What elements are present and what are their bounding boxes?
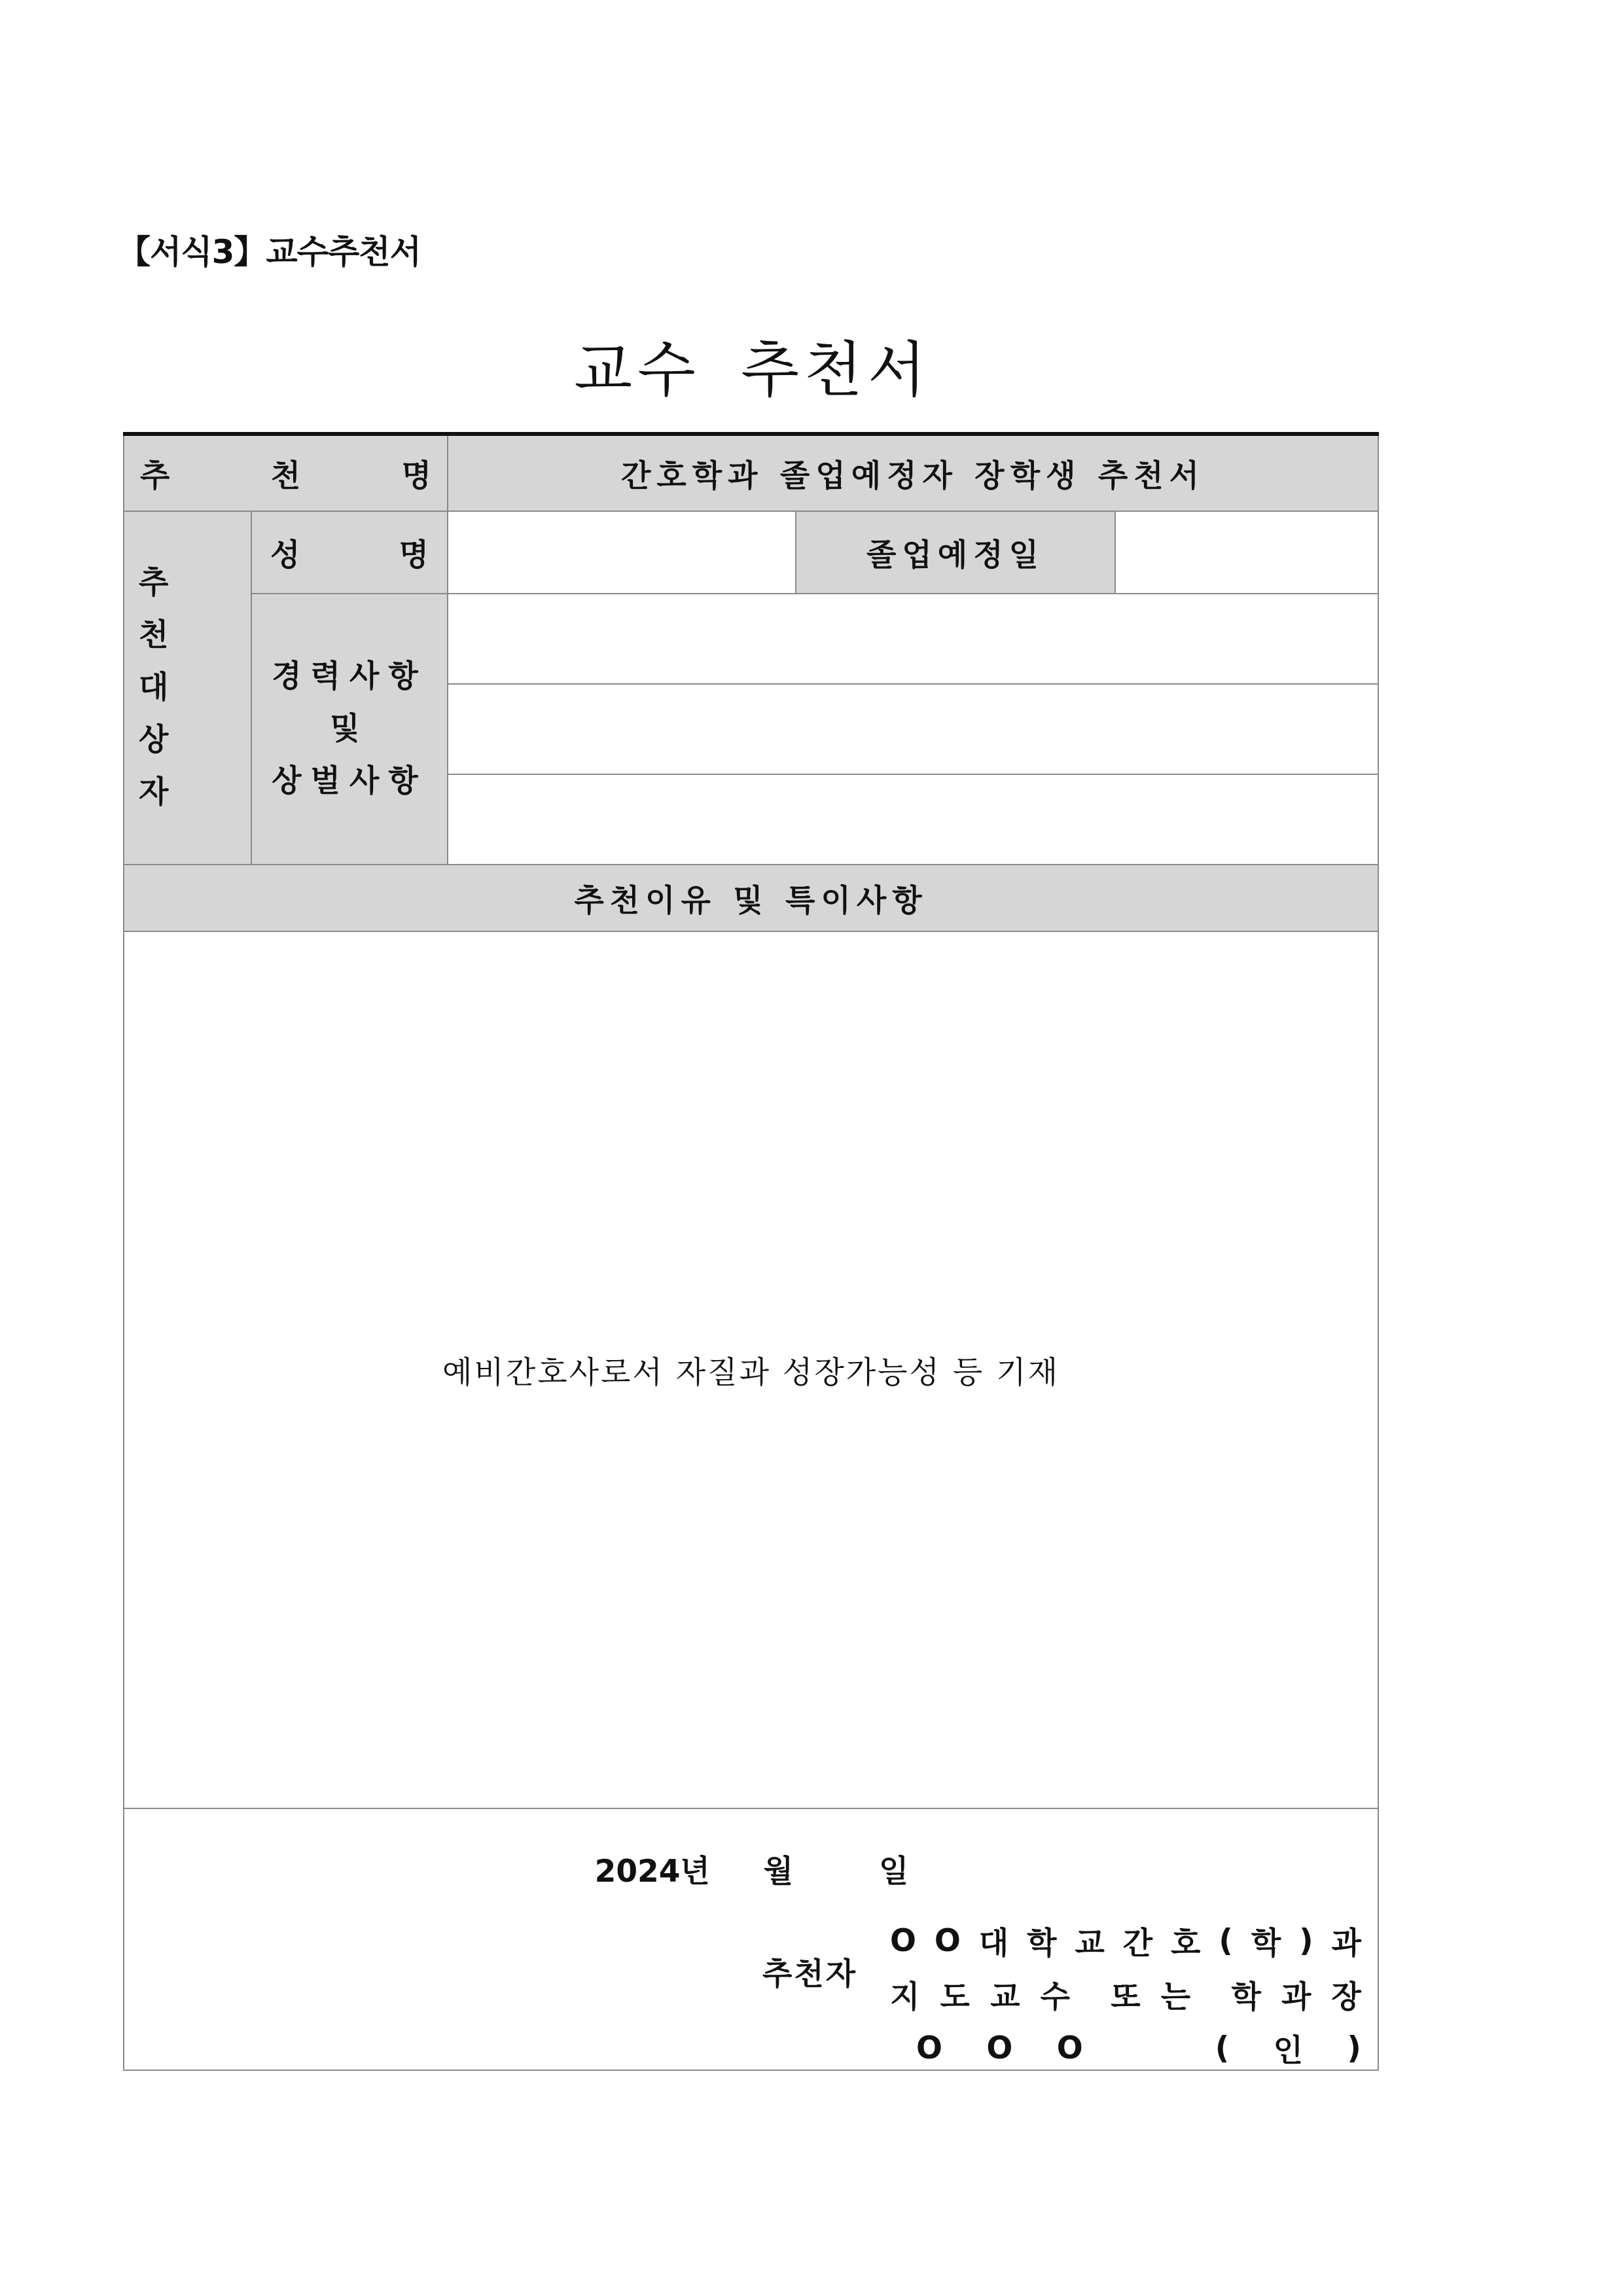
signature-block	[124, 1808, 1378, 2070]
graduation-date-label: 졸업예정일	[796, 511, 1115, 594]
career-row-3[interactable]	[448, 774, 1378, 865]
recommender-details	[890, 1914, 1361, 2075]
career-awards-label: 경력사항 및 상벌사항	[251, 594, 448, 865]
document-title: 교수 추천서	[574, 335, 931, 405]
recommend-name-label: 추 천 명	[124, 434, 448, 511]
reason-guide-text: 예비간호사로서 자질과 성장가능성 등 기재	[442, 1354, 1060, 1391]
candidate-group-label: 추 천 대 상 자	[124, 511, 251, 865]
reason-body[interactable]	[124, 931, 1378, 1808]
recommender-line-name-seal: O O O ( 인 )	[916, 2030, 1361, 2069]
reason-header: 추천이유 및 특이사항	[124, 865, 1378, 931]
career-row-2[interactable]	[448, 684, 1378, 774]
recommendation-form-table	[123, 432, 1379, 2071]
recommender-label: 추천자	[762, 1956, 858, 1992]
graduation-date-field[interactable]	[1115, 511, 1378, 594]
form-number-label: 【서식3】교수추천서	[118, 233, 421, 271]
recommend-name-value: 간호학과 졸업예정자 장학생 추천서	[448, 434, 1378, 511]
recommender-line-title: 지 도 교 수 또 는 학 과 장	[890, 1979, 1361, 2015]
signature-date: 2024년 월 일	[594, 1854, 909, 1890]
name-label: 성 명	[251, 511, 448, 594]
name-field[interactable]	[448, 511, 796, 594]
career-row-1[interactable]	[448, 594, 1378, 684]
recommender-line-university: O O 대 학 교 간 호 ( 학 ) 과	[890, 1922, 1361, 1962]
